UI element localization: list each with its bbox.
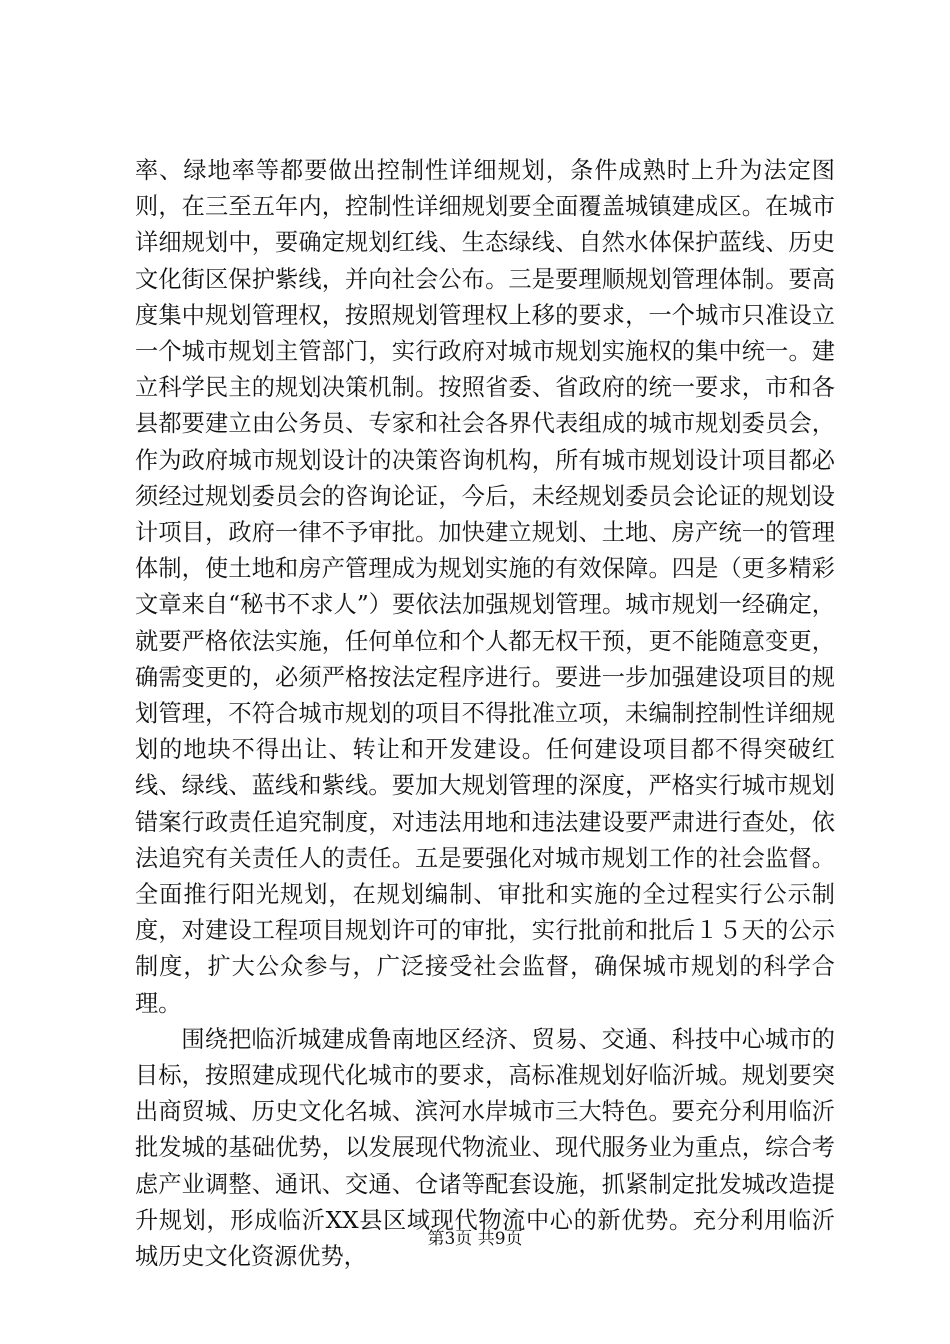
paragraph-2: 围绕把临沂城建成鲁南地区经济、贸易、交通、科技中心城市的目标，按照建成现代化城市的要求，高标准规划好临沂城。规划要突出商贸城、历史文化名城、滨河水岸城市三大特色。要充分利用临沂批发城的基础优势，以发展现代物流业、现代服务业为重点，综合考虑产业调整、通讯、交通、仓诸等配套设施，抓紧制定批发城改造提升规划，形成临沂XX县区域现代物流中心的新优势。充分利用临沂城历史文化资源优势， xyxy=(135,1025,835,1271)
page-number-label: 第3页 共9页 xyxy=(427,1229,523,1249)
paragraph-1: 率、绿地率等都要做出控制性详细规划，条件成熟时上升为法定图则，在三至五年内，控制性详细规划要全面覆盖城镇建成区。在城市详细规划中，要确定规划红线、生态绿线、自然水体保护蓝线、历史文化街区保护紫线，并向社会公布。三是要理顺规划管理体制。要高度集中规划管理权，按照规划管理权上移的要求，一个城市只准设立一个城市规划主管部门，实行政府对城市规划实施权的集中统一。建立科学民主的规划决策机制。按照省委、省政府的统一要求，市和各县都要建立由公务员、专家和社会各界代表组成的城市规划委员会，作为政府城市规划设计的决策咨询机构，所有城市规划设计项目都必须经过规划委员会的咨询论证，今后，未经规划委员会论证的规划设计项目，政府一律不予审批。加快建立规划、土地、房产统一的管理体制，使土地和房产管理成为规划实施的有效保障。四是（更多精彩文章来自“秘书不求人”）要依法加强规划管理。城市规划一经确定，就要严格依法实施，任何单位和个人都无权干预，更不能随意变更，确需变更的，必须严格按法定程序进行。要进一步加强建设项目的规划管理，不符合城市规划的项目不得批准立项，未编制控制性详细规划的地块不得出让、转让和开发建设。任何建设项目都不得突破红线、绿线、蓝线和紫线。要加大规划管理的深度，严格实行城市规划错案行政责任追究制度，对违法用地和违法建设要严肃进行查处，依法追究有关责任人的责任。五是要强化对城市规划工作的社会监督。全面推行阳光规划，在规划编制、审批和实施的全过程实行公示制度，对建设工程项目规划许可的审批，实行批前和批后１５天的公示制度，扩大公众参与，广泛接受社会监督，确保城市规划的科学合理。 xyxy=(135,157,835,1017)
document-body xyxy=(135,153,835,1275)
page-footer xyxy=(0,1224,950,1249)
